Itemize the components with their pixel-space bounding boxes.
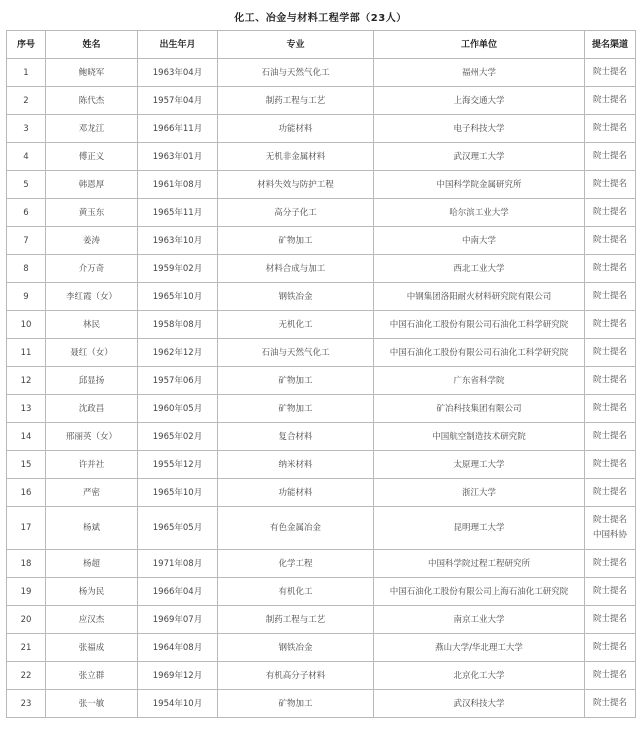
channel-line: 院士提名 <box>592 670 627 680</box>
cell-index: 2 <box>7 87 46 115</box>
cell-name: 林民 <box>46 311 138 339</box>
cell-name: 许并社 <box>46 451 138 479</box>
cell-unit: 电子科技大学 <box>374 115 585 143</box>
cell-name: 邱显扬 <box>46 367 138 395</box>
cell-unit: 中国石油化工股份有限公司石油化工科学研究院 <box>374 311 585 339</box>
channel-line: 院士提名 <box>592 431 627 441</box>
cell-birth: 1965年10月 <box>138 479 218 507</box>
cell-name: 介万奇 <box>46 255 138 283</box>
cell-unit: 中国石油化工股份有限公司上海石油化工研究院 <box>374 578 585 606</box>
channel-line: 院士提名 <box>592 95 627 105</box>
cell-unit: 中国航空制造技术研究院 <box>374 423 585 451</box>
cell-index: 19 <box>7 578 46 606</box>
header-channel: 提名渠道 <box>585 31 636 59</box>
cell-birth: 1965年02月 <box>138 423 218 451</box>
channel-line: 院士提名 <box>592 263 627 273</box>
cell-index: 7 <box>7 227 46 255</box>
cell-major: 矿物加工 <box>218 690 374 718</box>
cell-birth: 1960年05月 <box>138 395 218 423</box>
cell-birth: 1959年02月 <box>138 255 218 283</box>
table-row <box>7 59 636 87</box>
cell-major: 无机非金属材料 <box>218 143 374 171</box>
cell-name: 李红霞（女） <box>46 283 138 311</box>
cell-index: 16 <box>7 479 46 507</box>
channel-line: 院士提名 <box>592 403 627 413</box>
table-row <box>7 423 636 451</box>
cell-channel <box>585 690 636 718</box>
cell-name: 应汉杰 <box>46 606 138 634</box>
cell-birth: 1963年10月 <box>138 227 218 255</box>
cell-birth: 1965年10月 <box>138 283 218 311</box>
cell-channel <box>585 283 636 311</box>
table-title: 化工、冶金与材料工程学部（23人） <box>234 13 407 24</box>
cell-major: 复合材料 <box>218 423 374 451</box>
cell-unit: 中国科学院金属研究所 <box>374 171 585 199</box>
table-header-row <box>7 31 636 59</box>
cell-birth: 1971年08月 <box>138 550 218 578</box>
cell-unit: 中国科学院过程工程研究所 <box>374 550 585 578</box>
channel-line: 院士提名 <box>592 487 627 497</box>
table-row <box>7 578 636 606</box>
cell-major: 石油与天然气化工 <box>218 59 374 87</box>
table-row <box>7 395 636 423</box>
header-index: 序号 <box>7 31 46 59</box>
cell-name: 张立群 <box>46 662 138 690</box>
cell-index: 8 <box>7 255 46 283</box>
table-row <box>7 367 636 395</box>
cell-index: 1 <box>7 59 46 87</box>
header-major: 专业 <box>218 31 374 59</box>
cell-index: 10 <box>7 311 46 339</box>
channel-line: 院士提名 <box>592 347 627 357</box>
cell-index: 14 <box>7 423 46 451</box>
cell-channel <box>585 311 636 339</box>
cell-birth: 1963年01月 <box>138 143 218 171</box>
cell-index: 15 <box>7 451 46 479</box>
candidate-table <box>6 30 636 718</box>
cell-birth: 1957年06月 <box>138 367 218 395</box>
cell-major: 矿物加工 <box>218 395 374 423</box>
channel-line: 院士提名 <box>592 67 627 77</box>
cell-index: 21 <box>7 634 46 662</box>
cell-major: 有机高分子材料 <box>218 662 374 690</box>
cell-major: 功能材料 <box>218 115 374 143</box>
table-row <box>7 115 636 143</box>
cell-index: 11 <box>7 339 46 367</box>
cell-name: 杨为民 <box>46 578 138 606</box>
cell-name: 张一敏 <box>46 690 138 718</box>
cell-name: 邓龙江 <box>46 115 138 143</box>
cell-birth: 1965年05月 <box>138 507 218 550</box>
table-row <box>7 339 636 367</box>
cell-birth: 1955年12月 <box>138 451 218 479</box>
cell-index: 3 <box>7 115 46 143</box>
cell-major: 有色金属冶金 <box>218 507 374 550</box>
channel-line: 院士提名 <box>592 179 627 189</box>
cell-name: 杨超 <box>46 550 138 578</box>
cell-channel <box>585 395 636 423</box>
channel-line: 中国科协 <box>592 530 627 540</box>
cell-unit: 福州大学 <box>374 59 585 87</box>
table-row <box>7 634 636 662</box>
cell-unit: 广东省科学院 <box>374 367 585 395</box>
cell-index: 4 <box>7 143 46 171</box>
cell-unit: 矿冶科技集团有限公司 <box>374 395 585 423</box>
cell-index: 22 <box>7 662 46 690</box>
cell-unit: 武汉科技大学 <box>374 690 585 718</box>
cell-major: 功能材料 <box>218 479 374 507</box>
cell-name: 黄玉东 <box>46 199 138 227</box>
cell-major: 纳米材料 <box>218 451 374 479</box>
cell-unit: 昆明理工大学 <box>374 507 585 550</box>
table-row <box>7 451 636 479</box>
cell-channel <box>585 199 636 227</box>
cell-name: 聂红（女） <box>46 339 138 367</box>
cell-major: 无机化工 <box>218 311 374 339</box>
cell-name: 邢丽英（女） <box>46 423 138 451</box>
table-row <box>7 199 636 227</box>
cell-channel <box>585 87 636 115</box>
table-row <box>7 479 636 507</box>
cell-index: 5 <box>7 171 46 199</box>
cell-birth: 1961年08月 <box>138 171 218 199</box>
cell-birth: 1954年10月 <box>138 690 218 718</box>
cell-index: 20 <box>7 606 46 634</box>
channel-line: 院士提名 <box>592 515 627 525</box>
cell-birth: 1966年11月 <box>138 115 218 143</box>
cell-unit: 南京工业大学 <box>374 606 585 634</box>
cell-unit: 中南大学 <box>374 227 585 255</box>
table-row <box>7 143 636 171</box>
cell-unit: 太原理工大学 <box>374 451 585 479</box>
cell-unit: 武汉理工大学 <box>374 143 585 171</box>
channel-line: 院士提名 <box>592 375 627 385</box>
cell-name: 沈政昌 <box>46 395 138 423</box>
table-row <box>7 550 636 578</box>
table-row <box>7 283 636 311</box>
cell-unit: 西北工业大学 <box>374 255 585 283</box>
cell-major: 矿物加工 <box>218 227 374 255</box>
channel-line: 院士提名 <box>592 698 627 708</box>
table-row <box>7 507 636 550</box>
cell-name: 陈代杰 <box>46 87 138 115</box>
cell-birth: 1958年08月 <box>138 311 218 339</box>
channel-line: 院士提名 <box>592 123 627 133</box>
cell-major: 材料失效与防护工程 <box>218 171 374 199</box>
cell-unit: 哈尔滨工业大学 <box>374 199 585 227</box>
header-birth: 出生年月 <box>138 31 218 59</box>
cell-unit: 中钢集团洛阳耐火材料研究院有限公司 <box>374 283 585 311</box>
cell-unit: 中国石油化工股份有限公司石油化工科学研究院 <box>374 339 585 367</box>
cell-name: 张福成 <box>46 634 138 662</box>
table-row <box>7 255 636 283</box>
table-row <box>7 171 636 199</box>
cell-channel <box>585 634 636 662</box>
cell-major: 高分子化工 <box>218 199 374 227</box>
cell-channel <box>585 143 636 171</box>
cell-name: 韩恩厚 <box>46 171 138 199</box>
cell-birth: 1969年12月 <box>138 662 218 690</box>
cell-birth: 1964年08月 <box>138 634 218 662</box>
cell-unit: 燕山大学/华北理工大学 <box>374 634 585 662</box>
cell-major: 钢铁冶金 <box>218 634 374 662</box>
cell-channel <box>585 339 636 367</box>
cell-index: 18 <box>7 550 46 578</box>
cell-major: 化学工程 <box>218 550 374 578</box>
cell-birth: 1965年11月 <box>138 199 218 227</box>
cell-birth: 1957年04月 <box>138 87 218 115</box>
cell-index: 17 <box>7 507 46 550</box>
table-row <box>7 662 636 690</box>
channel-line: 院士提名 <box>592 151 627 161</box>
cell-unit: 北京化工大学 <box>374 662 585 690</box>
cell-unit: 浙江大学 <box>374 479 585 507</box>
cell-channel <box>585 662 636 690</box>
table-row <box>7 690 636 718</box>
cell-major: 有机化工 <box>218 578 374 606</box>
cell-name: 杨斌 <box>46 507 138 550</box>
cell-major: 制药工程与工艺 <box>218 87 374 115</box>
table-row <box>7 87 636 115</box>
table-row <box>7 311 636 339</box>
channel-line: 院士提名 <box>592 235 627 245</box>
channel-line: 院士提名 <box>592 558 627 568</box>
channel-line: 院士提名 <box>592 459 627 469</box>
channel-line: 院士提名 <box>592 319 627 329</box>
cell-channel <box>585 171 636 199</box>
cell-major: 矿物加工 <box>218 367 374 395</box>
cell-index: 12 <box>7 367 46 395</box>
cell-index: 9 <box>7 283 46 311</box>
table-row <box>7 227 636 255</box>
cell-major: 石油与天然气化工 <box>218 339 374 367</box>
cell-index: 23 <box>7 690 46 718</box>
cell-name: 鲍晓军 <box>46 59 138 87</box>
cell-birth: 1962年12月 <box>138 339 218 367</box>
cell-channel <box>585 59 636 87</box>
cell-channel <box>585 479 636 507</box>
header-unit: 工作单位 <box>374 31 585 59</box>
cell-index: 6 <box>7 199 46 227</box>
cell-channel <box>585 550 636 578</box>
channel-line: 院士提名 <box>592 642 627 652</box>
channel-line: 院士提名 <box>592 614 627 624</box>
channel-line: 院士提名 <box>592 291 627 301</box>
cell-channel <box>585 367 636 395</box>
cell-birth: 1963年04月 <box>138 59 218 87</box>
cell-channel <box>585 255 636 283</box>
cell-name: 傅正义 <box>46 143 138 171</box>
cell-major: 钢铁冶金 <box>218 283 374 311</box>
cell-channel <box>585 451 636 479</box>
cell-name: 姜涛 <box>46 227 138 255</box>
cell-index: 13 <box>7 395 46 423</box>
cell-channel <box>585 423 636 451</box>
cell-birth: 1969年07月 <box>138 606 218 634</box>
cell-birth: 1966年04月 <box>138 578 218 606</box>
cell-major: 材料合成与加工 <box>218 255 374 283</box>
cell-channel <box>585 227 636 255</box>
cell-channel <box>585 507 636 550</box>
table-row <box>7 606 636 634</box>
cell-channel <box>585 578 636 606</box>
header-name: 姓名 <box>46 31 138 59</box>
cell-channel <box>585 115 636 143</box>
table-body <box>7 59 636 718</box>
channel-line: 院士提名 <box>592 207 627 217</box>
cell-unit: 上海交通大学 <box>374 87 585 115</box>
cell-channel <box>585 606 636 634</box>
cell-major: 制药工程与工艺 <box>218 606 374 634</box>
cell-name: 严密 <box>46 479 138 507</box>
channel-line: 院士提名 <box>592 586 627 596</box>
